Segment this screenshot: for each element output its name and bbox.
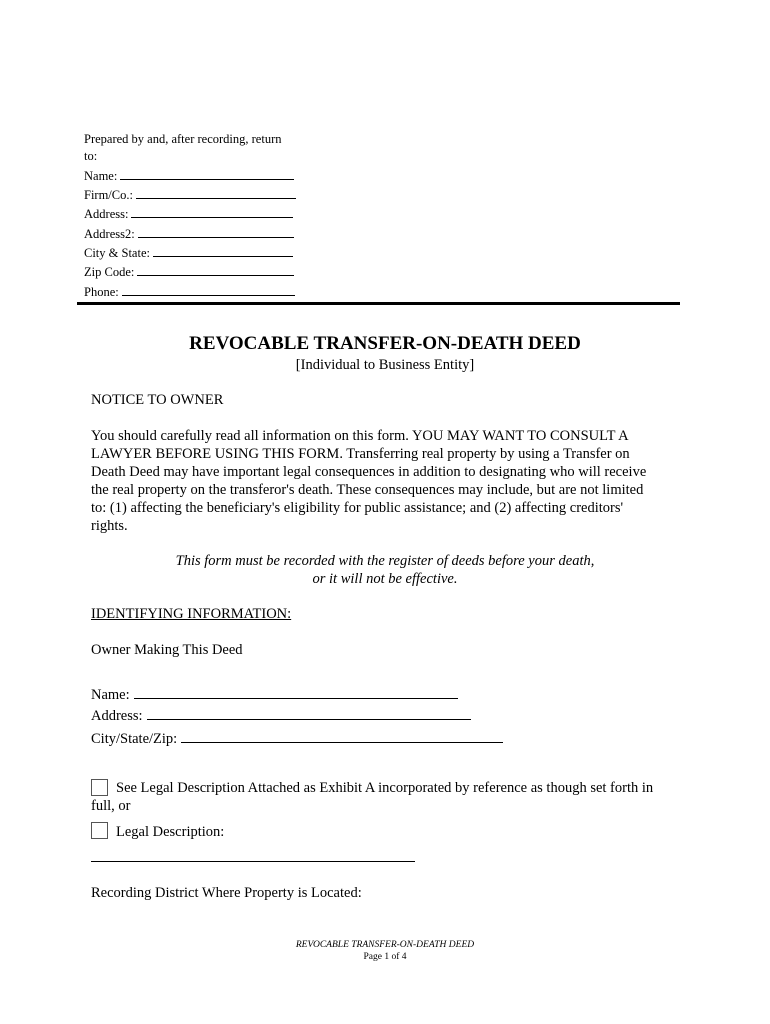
owner-address-label: Address: xyxy=(91,708,143,724)
exhibit-a-label: See Legal Description Attached as Exhibit A incorporated by reference as though set forth in xyxy=(116,780,654,796)
exhibit-a-label-cont: full, or xyxy=(91,798,131,814)
owner-city-label: City/State/Zip: xyxy=(91,731,178,747)
notice-line: Death Deed may have important legal consequences in addition to designating who will receive xyxy=(91,464,647,480)
recording-warning: This form must be recorded with the register of deeds before your death, xyxy=(175,553,595,569)
page-number: Page 1 of 4 xyxy=(363,952,407,962)
prepared-address2-label: Address2: xyxy=(84,227,135,241)
prepared-phone-label: Phone: xyxy=(84,285,119,299)
notice-line: You should carefully read all information on this form. YOU MAY WANT TO CONSULT A xyxy=(91,428,629,444)
prepared-name-label: Name: xyxy=(84,169,118,183)
notice-paragraph xyxy=(91,427,681,535)
prepared-city-field[interactable] xyxy=(153,244,293,257)
notice-line: to: (1) affecting the beneficiary's eligibility for public assistance; and (2) affecting creditors' xyxy=(91,500,624,516)
prepared-phone-field[interactable] xyxy=(122,283,295,296)
prepared-city-row xyxy=(84,244,293,261)
legal-description-checkbox[interactable] xyxy=(91,822,108,839)
prepared-city-label: City & State: xyxy=(84,246,150,260)
prepared-firm-row xyxy=(84,186,296,203)
footer-title: REVOCABLE TRANSFER-ON-DEATH DEED xyxy=(295,940,475,950)
prepared-address2-field[interactable] xyxy=(138,225,294,238)
prepared-firm-field[interactable] xyxy=(136,186,296,199)
identifying-heading: IDENTIFYING INFORMATION: xyxy=(91,606,292,622)
prepared-zip-label: Zip Code: xyxy=(84,265,135,279)
owner-name-label: Name: xyxy=(91,687,130,703)
owner-heading: Owner Making This Deed xyxy=(91,642,243,658)
prepared-by-heading-cont: to: xyxy=(84,149,98,163)
prepared-firm-label: Firm/Co.: xyxy=(84,188,133,202)
owner-name-row xyxy=(91,685,458,704)
legal-description-label: Legal Description: xyxy=(116,824,225,840)
prepared-name-row xyxy=(84,167,294,184)
notice-line: LAWYER BEFORE USING THIS FORM. Transferring real property by using a Transfer on xyxy=(91,446,630,462)
recording-district-label: Recording District Where Property is Located: xyxy=(91,885,362,901)
notice-line: rights. xyxy=(91,518,128,534)
prepared-phone-row xyxy=(84,283,295,300)
owner-city-row xyxy=(91,729,503,748)
prepared-zip-row xyxy=(84,263,294,280)
document-subtitle: [Individual to Business Entity] xyxy=(295,357,475,373)
notice-heading: NOTICE TO OWNER xyxy=(91,392,224,408)
legal-description-field[interactable] xyxy=(91,861,415,862)
owner-address-field[interactable] xyxy=(147,706,471,720)
notice-line: the real property on the transferor's death. These consequences may include, but are not limited xyxy=(91,482,644,498)
prepared-name-field[interactable] xyxy=(120,167,294,180)
prepared-zip-field[interactable] xyxy=(137,263,294,276)
owner-city-field[interactable] xyxy=(181,729,503,743)
document-title: REVOCABLE TRANSFER-ON-DEATH DEED xyxy=(189,333,581,354)
owner-name-field[interactable] xyxy=(134,685,458,699)
header-divider xyxy=(77,302,680,305)
recording-warning-cont: or it will not be effective. xyxy=(312,571,458,587)
prepared-address-row xyxy=(84,205,293,222)
prepared-address2-row xyxy=(84,225,294,242)
exhibit-a-checkbox[interactable] xyxy=(91,779,108,796)
prepared-by-heading: Prepared by and, after recording, return xyxy=(84,132,282,146)
prepared-address-label: Address: xyxy=(84,207,129,221)
owner-address-row xyxy=(91,706,471,725)
prepared-address-field[interactable] xyxy=(131,205,293,218)
